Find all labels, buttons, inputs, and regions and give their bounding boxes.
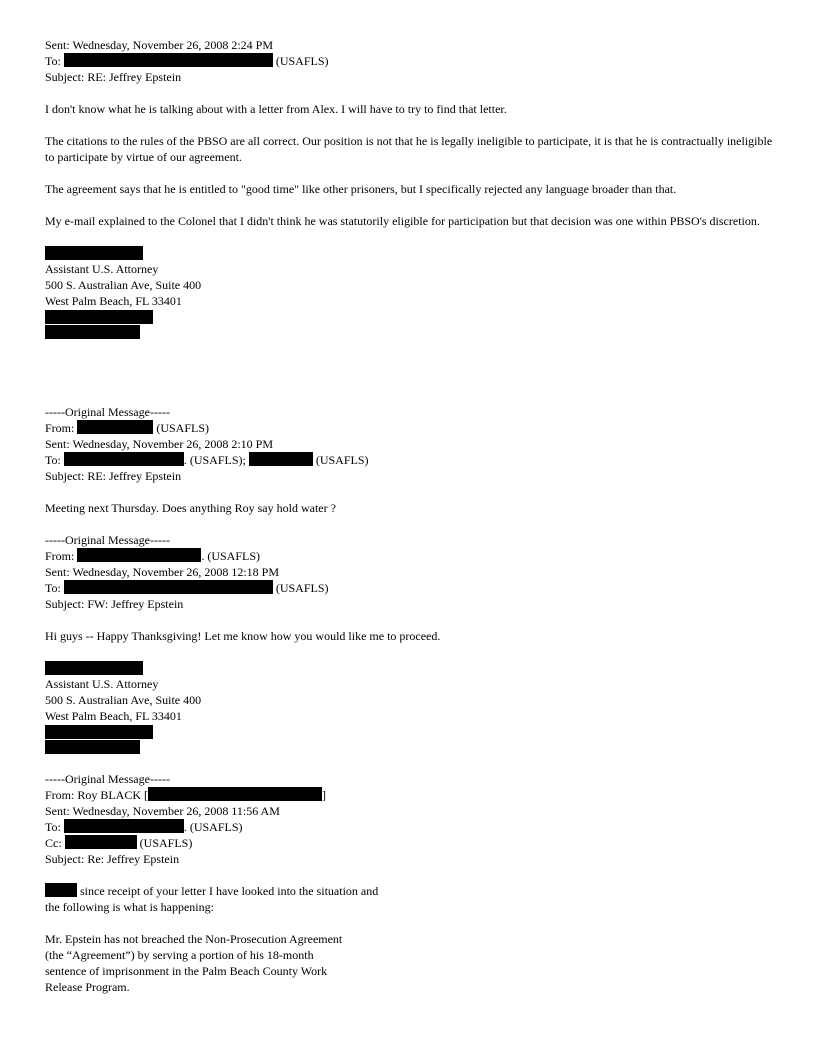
signature-address: 500 S. Australian Ave, Suite 400: [45, 278, 202, 292]
body-line: [45, 883, 775, 899]
from-suffix: (USAFLS): [156, 421, 210, 435]
body-paragraph: The citations to the rules of the PBSO are all correct. Our position is not that he is legally ineligible to participate, it is that he is contractually ineligible to participate by virtue of our agreement.: [45, 134, 773, 164]
body-line: Release Program.: [45, 980, 130, 994]
sent-line: Sent: Wednesday, November 26, 2008 2:10 PM: [45, 437, 274, 451]
original-message-header: -----Original Message-----: [45, 405, 170, 419]
body-line: the following is what is happening:: [45, 900, 214, 914]
to-label: To:: [45, 820, 61, 834]
cc-line: [45, 835, 775, 851]
body-text: since receipt of your letter I have looked into the situation and: [77, 884, 379, 898]
redaction-bar: [77, 420, 153, 434]
sent-line: Sent: Wednesday, November 26, 2008 11:56 AM: [45, 804, 280, 818]
to-label: To:: [45, 581, 61, 595]
signature-address: West Palm Beach, FL 33401: [45, 294, 182, 308]
from-line: [45, 420, 775, 436]
body-line: sentence of imprisonment in the Palm Beach County Work: [45, 964, 328, 978]
sent-line: Sent: Wednesday, November 26, 2008 12:18 PM: [45, 565, 280, 579]
to-suffix: (USAFLS): [275, 54, 329, 68]
redaction-bar: [64, 53, 273, 67]
from-suffix: . (USAFLS): [201, 549, 261, 563]
to-line: [45, 580, 775, 596]
subject-line: Subject: RE: Jeffrey Epstein: [45, 469, 182, 483]
signature-address: 500 S. Australian Ave, Suite 400: [45, 693, 202, 707]
body-paragraph: Hi guys -- Happy Thanksgiving! Let me know how you would like me to proceed.: [45, 629, 441, 643]
redaction-bar: [77, 548, 201, 562]
signature-address: West Palm Beach, FL 33401: [45, 709, 182, 723]
email-document: [45, 37, 775, 995]
to-suffix: (USAFLS): [315, 453, 369, 467]
body-paragraph: My e-mail explained to the Colonel that I didn't think he was statutorily eligible for participation but that decision was one within PBSO's discretion.: [45, 214, 760, 228]
redaction-bar: [45, 883, 77, 897]
cc-suffix: (USAFLS): [139, 836, 193, 850]
to-suffix: (USAFLS): [275, 581, 329, 595]
redaction-bar: [45, 740, 140, 754]
redaction-bar: [45, 325, 140, 339]
subject-line: Subject: Re: Jeffrey Epstein: [45, 852, 180, 866]
redaction-bar: [45, 661, 143, 675]
redaction-bar: [64, 452, 184, 466]
signature-title: Assistant U.S. Attorney: [45, 677, 159, 691]
redaction-bar: [65, 835, 137, 849]
subject-line: Subject: FW: Jeffrey Epstein: [45, 597, 184, 611]
from-close: ]: [322, 788, 327, 802]
original-message-header: -----Original Message-----: [45, 772, 170, 786]
redaction-bar: [249, 452, 313, 466]
from-label: From: Roy BLACK [: [45, 788, 149, 802]
cc-label: Cc:: [45, 836, 62, 850]
subject-line: Subject: RE: Jeffrey Epstein: [45, 70, 182, 84]
redaction-bar: [45, 246, 143, 260]
redaction-bar: [148, 787, 322, 801]
sent-line: Sent: Wednesday, November 26, 2008 2:24 PM: [45, 38, 274, 52]
to-line: [45, 819, 775, 835]
body-paragraph: The agreement says that he is entitled to "good time" like other prisoners, but I specifically rejected any language broader than that.: [45, 182, 677, 196]
from-line: [45, 787, 775, 803]
to-line: [45, 452, 775, 468]
to-label: To:: [45, 453, 61, 467]
to-mid: . (USAFLS);: [183, 453, 246, 467]
to-line: [45, 53, 775, 69]
body-line: (the “Agreement”) by serving a portion of his 18-month: [45, 948, 314, 962]
redaction-bar: [64, 580, 273, 594]
body-paragraph: Meeting next Thursday. Does anything Roy say hold water ?: [45, 501, 336, 515]
from-label: From:: [45, 549, 75, 563]
body-paragraph: I don't know what he is talking about with a letter from Alex. I will have to try to find that letter.: [45, 102, 507, 116]
original-message-header: -----Original Message-----: [45, 533, 170, 547]
body-line: Mr. Epstein has not breached the Non-Prosecution Agreement: [45, 932, 343, 946]
to-suffix: . (USAFLS): [183, 820, 243, 834]
redaction-bar: [45, 310, 153, 324]
redaction-bar: [45, 725, 153, 739]
redaction-bar: [64, 819, 184, 833]
to-label: To:: [45, 54, 61, 68]
from-line: [45, 548, 775, 564]
signature-title: Assistant U.S. Attorney: [45, 262, 159, 276]
from-label: From:: [45, 421, 75, 435]
